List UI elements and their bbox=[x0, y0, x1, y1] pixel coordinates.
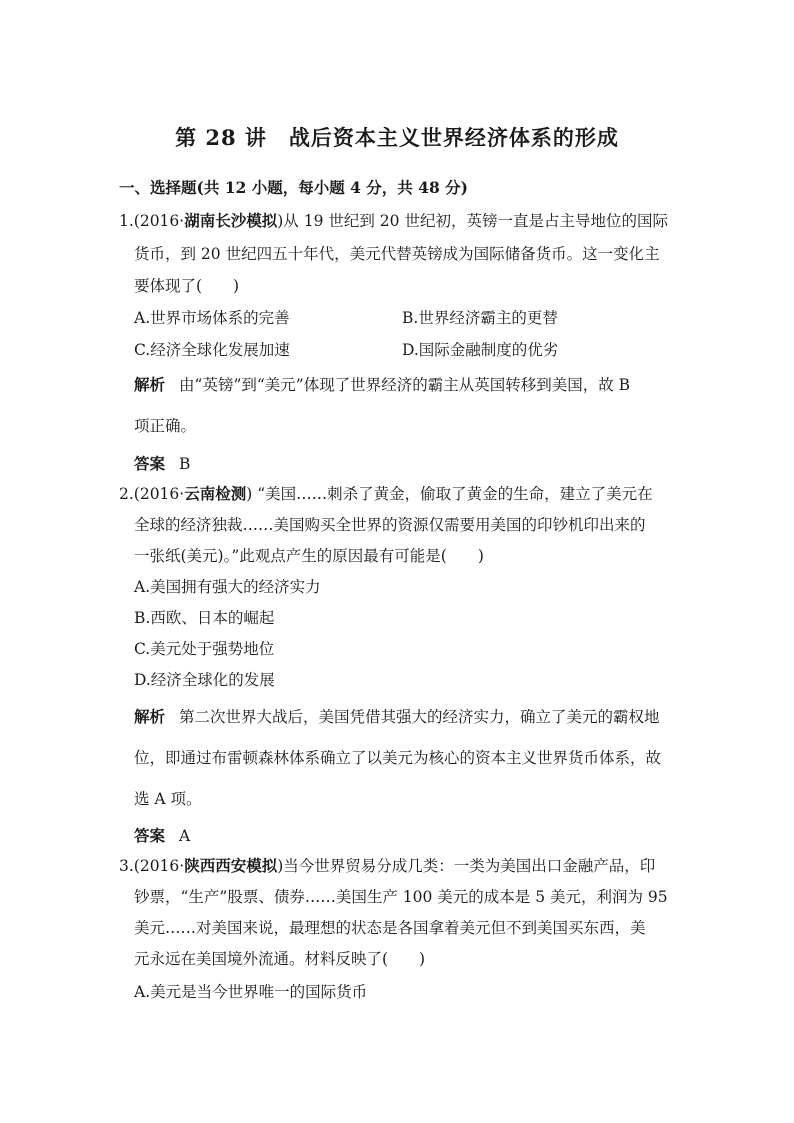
question-2-option-b: B.西欧、日本的崛起 bbox=[134, 609, 275, 627]
question-1-stem-line-1: 1.(2016·湖南长沙模拟)从 19 世纪到 20 世纪初，英镑一直是占主导地位的国际 bbox=[119, 211, 668, 230]
question-3-stem-line-2: 钞票，“生产”股票、债券……美国生产 100 美元的成本是 5 美元，利润为 95 bbox=[134, 888, 668, 906]
question-2-source: 云南检测 bbox=[184, 484, 247, 503]
question-3-stem-line-3: 美元……对美国来说，最理想的状态是各国拿着美元但不到美国买东西，美 bbox=[134, 919, 646, 937]
answer-label: 答案 bbox=[134, 826, 166, 845]
question-2-analysis-line-1: 解析 第二次世界大战后，美国凭借其强大的经济实力，确立了美元的霸权地 bbox=[134, 707, 660, 726]
question-3-option-a: A.美元是当今世界唯一的国际货币 bbox=[134, 983, 368, 1001]
answer-label: 答案 bbox=[134, 454, 166, 473]
question-2-stem-line-1: 2.(2016·云南检测) “美国……刺杀了黄金，偷取了黄金的生命，建立了美元在 bbox=[119, 484, 653, 503]
question-2-option-d: D.经济全球化的发展 bbox=[134, 671, 275, 689]
question-1-option-c: C.经济全球化发展加速 bbox=[134, 341, 290, 359]
question-2-analysis-line-3: 选 A 项。 bbox=[134, 790, 202, 808]
question-2-stem-line-3: 一张纸(美元)。”此观点产生的原因最有可能是( ) bbox=[134, 547, 484, 565]
question-1-answer: 答案 B bbox=[134, 454, 191, 473]
question-3-source: 陕西西安模拟 bbox=[184, 856, 278, 875]
question-1-option-d: D.国际金融制度的优劣 bbox=[402, 341, 559, 359]
question-1-stem-line-3: 要体现了( ) bbox=[134, 277, 240, 295]
question-2-option-a: A.美国拥有强大的经济实力 bbox=[134, 578, 321, 596]
page-title: 第 28 讲 战后资本主义世界经济体系的形成 bbox=[175, 125, 619, 150]
question-3-stem-line-1: 3.(2016·陕西西安模拟)当今世界贸易分成几类：一类为美国出口金融产品，印 bbox=[119, 856, 656, 875]
question-1-option-a: A.世界市场体系的完善 bbox=[134, 309, 290, 327]
section-heading: 一、选择题(共 12 小题，每小题 4 分，共 48 分) bbox=[119, 178, 468, 197]
question-2-analysis-line-2: 位，即通过布雷顿森林体系确立了以美元为核心的资本主义世界货币体系，故 bbox=[134, 749, 662, 767]
question-2-option-c: C.美元处于强势地位 bbox=[134, 640, 275, 658]
question-1-analysis-line-2: 项正确。 bbox=[134, 417, 197, 435]
question-1-option-b: B.世界经济霸主的更替 bbox=[402, 309, 558, 327]
question-2-answer: 答案 A bbox=[134, 826, 191, 845]
analysis-label: 解析 bbox=[134, 375, 166, 394]
question-3-stem-line-4: 元永远在美国境外流通。材料反映了( ) bbox=[134, 950, 426, 968]
question-1-source: 湖南长沙模拟 bbox=[184, 211, 278, 230]
question-1-stem-line-2: 货币，到 20 世纪四五十年代，美元代替英镑成为国际储备货币。这一变化主 bbox=[134, 245, 660, 263]
question-2-stem-line-2: 全球的经济独裁……美国购买全世界的资源仅需要用美国的印钞机印出来的 bbox=[134, 516, 646, 534]
question-1-analysis-line-1: 解析 由“英镑”到“美元”体现了世界经济的霸主从英国转移到美国，故 B bbox=[134, 375, 631, 394]
analysis-label: 解析 bbox=[134, 707, 166, 726]
